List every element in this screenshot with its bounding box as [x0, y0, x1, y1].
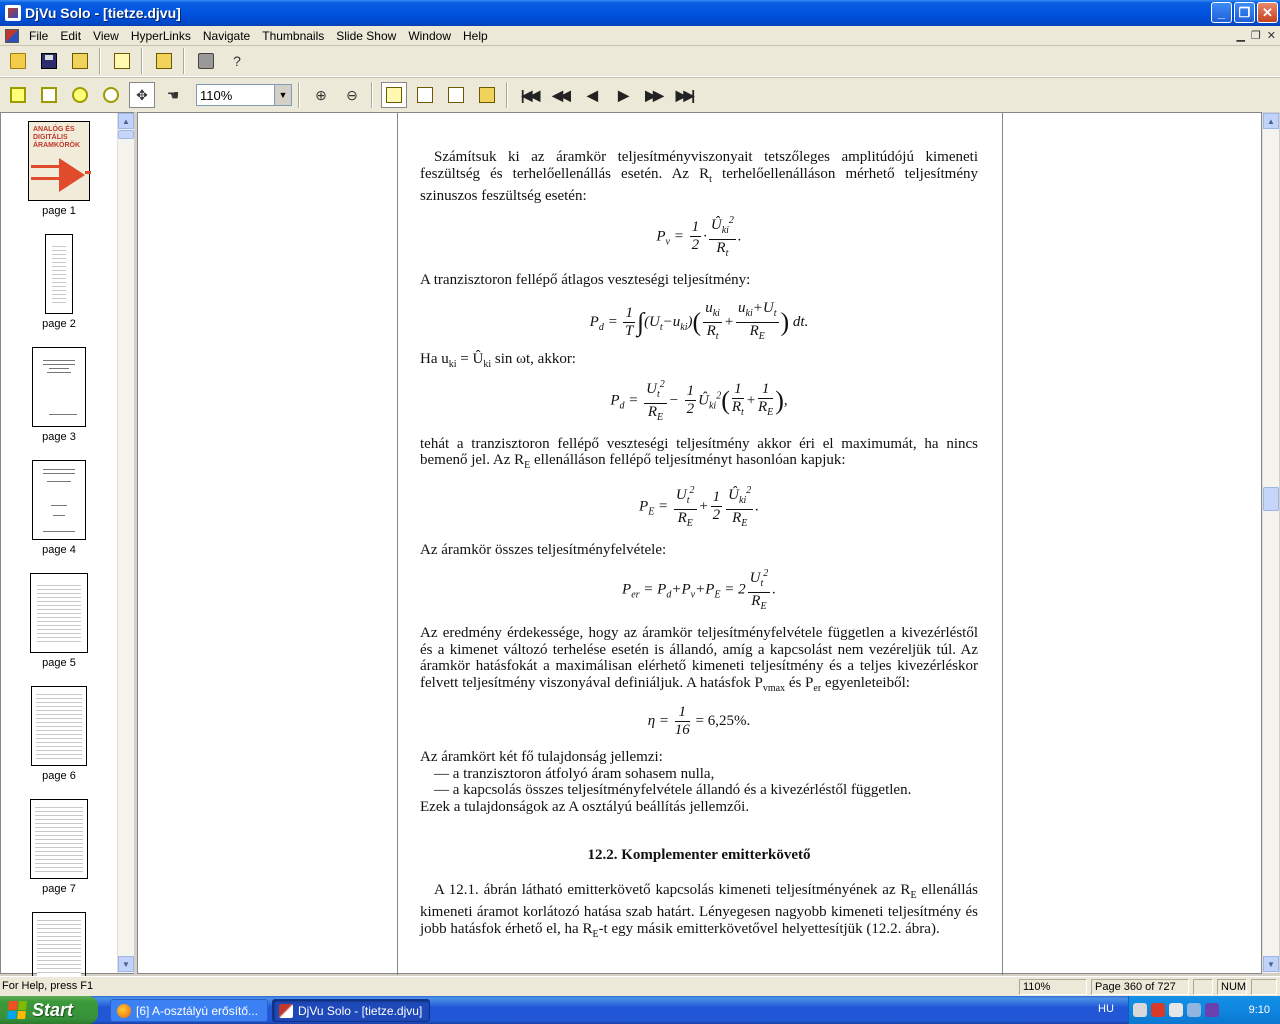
facing-page-button[interactable]: [443, 82, 469, 108]
menu-bar: [0, 26, 1280, 46]
select-rect-button[interactable]: [5, 82, 31, 108]
document-page: [420, 149, 978, 943]
paste-button[interactable]: [109, 48, 135, 74]
single-page-icon: [386, 87, 402, 103]
scroll-up-icon[interactable]: ▲: [118, 113, 134, 129]
system-tray: [1128, 996, 1280, 1024]
doc-restore-button[interactable]: ❐: [1250, 30, 1261, 42]
first-page-button[interactable]: [516, 82, 542, 108]
paragraph: tehát a tranzisztoron fellépő veszteségi teljesítmény akkor éri el maximumát, ha nincs bemenő jel. Az $R_E$ ellenálláson fellépő teljesítményt hasonlóan kapjuk:: [420, 435, 978, 471]
continuous-page-icon: [417, 87, 433, 103]
document-icon[interactable]: [5, 29, 19, 43]
facing-page-icon: [448, 87, 464, 103]
doc-minimize-button[interactable]: ▁: [1236, 30, 1245, 42]
fast-back-icon: ◀◀: [552, 86, 568, 103]
thumbnail-label: page 5: [42, 657, 76, 669]
djvu-app-icon[interactable]: [5, 5, 21, 21]
scroll-down-icon[interactable]: ▼: [118, 956, 134, 972]
device-icon[interactable]: [1187, 1003, 1201, 1017]
thumbnail-label: page 1: [42, 205, 76, 217]
taskbar-item-label: DjVu Solo - [tietze.djvu]: [298, 1003, 423, 1018]
equation-pe: $P_E$ = $\frac{U_t^2}{R_E}$ + $\frac{1}{2}$ $\frac{Û_{ki}^2}{R_E}$ .: [420, 482, 978, 532]
paragraph: A 12.1. ábrán látható emitterkövető kapcsolás kimeneti teljesítményének az $R_E$ ellenállás kimeneti áramot korlátozó hatása szab határt. Lényegesen nagyobb kimeneti teljesítmény és jobb hatásfok érhető el, ha $R_E-t$ egy másik emitterkövetővel helyettesítjük (12.2. ábra).: [420, 881, 978, 940]
select-ellipse-outline-icon: [103, 87, 119, 103]
previous-page-button[interactable]: [578, 82, 604, 108]
toolbar-separator: [298, 82, 300, 108]
section-heading: 12.2. Komplementer emitterkövető: [587, 847, 811, 863]
page-edge-right: [1002, 113, 1003, 975]
network-icon[interactable]: [1133, 1003, 1147, 1017]
thumbnail-scrollbar[interactable]: [117, 113, 134, 973]
djvu-icon: [279, 1004, 293, 1018]
export-button[interactable]: [151, 48, 177, 74]
minimize-button[interactable]: _: [1211, 2, 1232, 23]
thumbnail-page-3[interactable]: [1, 347, 117, 443]
scroll-down-icon[interactable]: ▼: [1263, 956, 1279, 972]
equation-per: $P_{er} = P_d+P_v+P_E = 2$ $\frac{U_t^2}{R_E}$ .: [420, 565, 978, 615]
menu-thumbnails[interactable]: Thumbnails: [262, 28, 325, 43]
continuous-page-button[interactable]: [412, 82, 438, 108]
scroll-up-icon[interactable]: ▲: [1263, 113, 1279, 129]
list-item: — a kapcsolás összes teljesítményfelvétele állandó és a kivezérléstől független.: [434, 782, 912, 798]
page-edge-left: [397, 113, 398, 975]
forward-five-pages-button[interactable]: [640, 82, 666, 108]
thumbnail-image: [31, 686, 87, 766]
thumbnail-page-6[interactable]: [1, 686, 117, 782]
status-bar: [0, 976, 1280, 996]
equation-eta: η = $\frac{1}{16}$ = 6,25%.: [647, 704, 751, 738]
first-page-icon: |◀◀: [520, 86, 538, 103]
zoom-out-button[interactable]: [339, 82, 365, 108]
status-page-count: Page 360 of 727: [1091, 979, 1189, 995]
thumbnail-page-2[interactable]: [1, 234, 117, 330]
select-rectangle-icon: [10, 87, 26, 103]
menu-view[interactable]: View: [93, 28, 119, 43]
zoom-in-button[interactable]: [308, 82, 334, 108]
open-folder-icon: [10, 53, 26, 69]
book-cover-thumbnail: [28, 121, 90, 201]
thumbnail-page-1[interactable]: [1, 121, 117, 217]
firefox-icon: [117, 1004, 131, 1018]
toolbar-separator: [99, 48, 101, 74]
zoom-select[interactable]: [196, 84, 292, 106]
printer-icon: [198, 53, 214, 69]
view-toolbar: [0, 77, 1280, 112]
clock: 9:10: [1248, 1004, 1270, 1016]
last-page-icon: ▶▶|: [675, 86, 693, 103]
pan-tool-button[interactable]: [129, 82, 155, 108]
thumbnail-page-7[interactable]: [1, 799, 117, 895]
paragraph: Az eredmény érdekessége, hogy az áramkör teljesítményfelvétele független a kivezérléstől és a kimenet változó terhelése esetén is állandó, amíg a kapcsolást nem vezéreljük túl. Az áramkör hatásfokát a maximálisan elérhető kimeneti teljesítmény és a teljes kivezérléskor felvett teljesítmény viszonyával definiáljuk. A hatásfok $P_{vmax}$ és $P_{er}$ egyenleteiből:: [420, 625, 978, 694]
thumbnail-label: page 2: [42, 318, 76, 330]
next-page-button[interactable]: [609, 82, 635, 108]
send-button[interactable]: [67, 48, 93, 74]
zoom-in-icon: ⊕: [315, 86, 327, 103]
select-rect-outline-button[interactable]: [36, 82, 62, 108]
language-indicator[interactable]: HU: [1098, 1003, 1114, 1015]
save-disk-icon: [41, 53, 57, 69]
menu-file[interactable]: File: [29, 28, 49, 43]
bluetooth-icon[interactable]: [1205, 1003, 1219, 1017]
question-mark-icon: ?: [233, 53, 241, 69]
zoom-value: 110%: [200, 87, 233, 103]
status-num-lock: NUM: [1217, 979, 1247, 995]
paragraph: A tranzisztoron fellépő átlagos veszteségi teljesítmény:: [420, 271, 751, 288]
start-label: Start: [32, 999, 74, 1020]
clipboard-icon: [114, 53, 130, 69]
chevron-down-icon[interactable]: ▼: [274, 85, 291, 105]
single-page-button[interactable]: [381, 82, 407, 108]
menu-hyperlinks[interactable]: HyperLinks: [130, 28, 191, 43]
equation-pd: $P_d$ = $\frac{U_t^2}{R_E}$ − $\frac{1}{2}$ $Û_{ki}^2$( $\frac{1}{R_t}$ + $\frac{1}{R_E}$ ),: [420, 376, 978, 426]
paragraph: Az áramkört két fő tulajdonság jellemzi:: [420, 749, 663, 765]
select-ellipse-icon: [72, 87, 88, 103]
fast-forward-icon: ▶▶: [645, 86, 661, 103]
equation-pv: $P_v$ = $\frac{1}{2}$ · $\frac{Û_{ki}^2}{R_t}$ .: [420, 212, 978, 262]
thumbnail-page-5[interactable]: [1, 573, 117, 669]
hand-tool-button[interactable]: [160, 82, 186, 108]
last-page-button[interactable]: [671, 82, 697, 108]
thumbnail-image: [32, 347, 86, 427]
security-shield-icon[interactable]: [1151, 1003, 1165, 1017]
select-outline-icon: [41, 87, 57, 103]
text-page-icon: [479, 87, 495, 103]
zoom-out-icon: ⊖: [346, 86, 358, 103]
taskbar-item-label: [6] A-osztályú erősítő...: [136, 1003, 259, 1018]
toolbar-separator: [371, 82, 373, 108]
title-bar: [0, 0, 1280, 26]
menu-slide-show[interactable]: Slide Show: [336, 28, 397, 43]
status-zoom: 110%: [1019, 979, 1087, 995]
scrollbar-thumb[interactable]: [1263, 487, 1279, 511]
taskbar-item-djvu[interactable]: [272, 999, 430, 1022]
cover-title: ANALÓG ÉS DIGITÁLIS ÁRAMKÖRÖK: [33, 126, 81, 149]
next-icon: ▶: [618, 86, 626, 103]
back-five-pages-button[interactable]: [547, 82, 573, 108]
doc-close-button[interactable]: ✕: [1266, 30, 1276, 42]
menu-navigate[interactable]: Navigate: [202, 28, 251, 43]
previous-icon: ◀: [587, 86, 595, 103]
thumbnail-label: page 4: [42, 544, 76, 556]
toolbar-separator: [141, 48, 143, 74]
thumbnail-label: page 3: [42, 431, 76, 443]
document-scrollbar[interactable]: [1262, 113, 1279, 973]
thumbnail-label: page 6: [42, 770, 76, 782]
paragraph: Ha $u_{ki}$ = $Û_{ki}$ sin ωt, akkor:: [420, 351, 576, 370]
taskbar: [0, 996, 1280, 1024]
help-button[interactable]: [224, 48, 250, 74]
thumbnail-page-4[interactable]: [1, 460, 117, 556]
status-empty-panel: [1193, 979, 1213, 995]
thumbnail-label: page 7: [42, 883, 76, 895]
volume-icon[interactable]: [1169, 1003, 1183, 1017]
save-button[interactable]: [36, 48, 62, 74]
thumbnail-image: [30, 573, 88, 653]
windows-logo-icon: [7, 1001, 27, 1019]
scrollbar-thumb[interactable]: [118, 130, 134, 139]
thumbnail-image: [45, 234, 73, 314]
status-empty-panel: [1251, 979, 1277, 995]
select-ellipse-button[interactable]: [67, 82, 93, 108]
hand-icon: ☚: [166, 86, 180, 103]
close-button[interactable]: ✕: [1257, 2, 1278, 23]
thumbnail-image: [30, 799, 88, 879]
equation-pd-integral: $P_d$ = $\frac{1}{T}$ $\int(U_t-u_{ki})$( $\frac{u_{ki}}{R_t}$ + $\frac{u_{ki}+U_t}{R_E}$ ) dt.: [589, 300, 809, 342]
toolbar-separator: [183, 48, 185, 74]
text-page-button[interactable]: [474, 82, 500, 108]
open-button[interactable]: [5, 48, 31, 74]
select-ellipse-outline-button[interactable]: [98, 82, 124, 108]
toolbar-separator: [506, 82, 508, 108]
send-icon: [72, 53, 88, 69]
window-title: DjVu Solo - [tietze.djvu]: [25, 5, 181, 21]
thumbnail-pane: [0, 112, 134, 974]
paragraph: Ezek a tulajdonságok az A osztályú beállítás jellemzői.: [420, 798, 750, 815]
print-button[interactable]: [193, 48, 219, 74]
status-help-text: For Help, press F1: [2, 980, 94, 992]
taskbar-item-browser[interactable]: [110, 999, 268, 1022]
menu-edit[interactable]: Edit: [60, 28, 82, 43]
menu-help[interactable]: Help: [463, 28, 488, 43]
start-button[interactable]: [0, 996, 98, 1024]
thumbnail-image: [32, 460, 86, 540]
move-arrows-icon: ✥: [136, 86, 148, 103]
paragraph: Számítsuk ki az áramkör teljesítményviszonyait tetszőleges amplitúdójú kimeneti feszültség és terhelőellenállás esetén. Az $R_t$ terhelőellenálláson mérhető teljesítmény szinuszos feszültség esetén:: [420, 149, 979, 204]
export-page-icon: [156, 53, 172, 69]
paragraph: Az áramkör összes teljesítményfelvétele:: [420, 541, 667, 558]
document-view[interactable]: [137, 112, 1275, 974]
menu-window[interactable]: Window: [408, 28, 451, 43]
list-item: — a tranzisztoron átfolyó áram sohasem nulla,: [434, 765, 715, 782]
file-toolbar: [0, 46, 1280, 77]
maximize-button[interactable]: ❐: [1234, 2, 1255, 23]
